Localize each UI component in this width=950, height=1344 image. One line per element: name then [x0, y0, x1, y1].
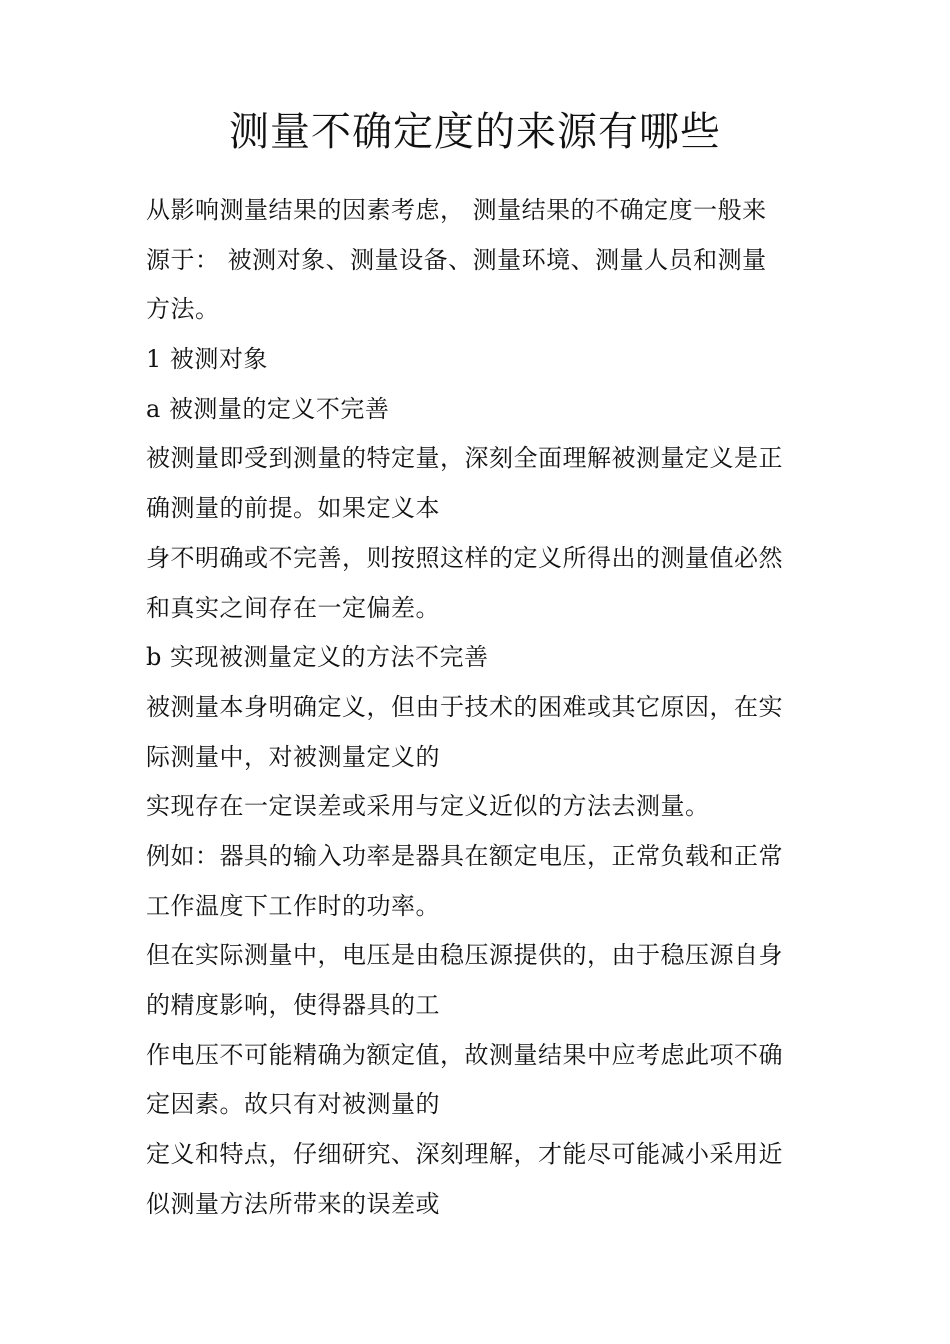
text-line: 身不明确或不完善，则按照这样的定义所得出的测量值必然: [146, 543, 783, 572]
text-line: 似测量方法所带来的误差或: [146, 1189, 440, 1218]
text-line: 方法。: [146, 295, 220, 324]
subsection-heading: b 实现被测量定义的方法不完善: [146, 643, 489, 672]
subsection-heading: a 被测量的定义不完善: [146, 394, 390, 423]
text-line: 确测量的前提。如果定义本: [146, 494, 440, 523]
text-line: 被测量本身明确定义，但由于技术的困难或其它原因，在实: [146, 692, 783, 721]
text-line: 源于： 被测对象、测量设备、测量环境、测量人员和测量: [146, 245, 767, 274]
page-title: 测量不确定度的来源有哪些: [229, 109, 721, 155]
text-line: 和真实之间存在一定偏差。: [146, 593, 440, 622]
section-heading: 1 被测对象: [146, 345, 268, 374]
text-line: 际测量中，对被测量定义的: [146, 742, 440, 771]
text-line: 作电压不可能精确为额定值，故测量结果中应考虑此项不确: [146, 1040, 783, 1069]
text-line: 从影响测量结果的因素考虑， 测量结果的不确定度一般来: [146, 196, 767, 224]
text-line: 例如：器具的输入功率是器具在额定电压，正常负载和正常: [146, 841, 783, 870]
body-text: [146, 186, 818, 1229]
text-line: 实现存在一定误差或采用与定义近似的方法去测量。: [146, 792, 710, 821]
text-line: 定义和特点，仔细研究、深刻理解，才能尽可能减小采用近: [146, 1140, 783, 1169]
text-line: 但在实际测量中，电压是由稳压源提供的，由于稳压源自身: [146, 941, 783, 970]
text-line: 的精度影响，使得器具的工: [146, 991, 440, 1019]
text-line: 被测量即受到测量的特定量，深刻全面理解被测量定义是正: [146, 444, 783, 473]
text-line: 定因素。故只有对被测量的: [146, 1090, 440, 1119]
text-line: 工作温度下工作时的功率。: [146, 891, 440, 920]
